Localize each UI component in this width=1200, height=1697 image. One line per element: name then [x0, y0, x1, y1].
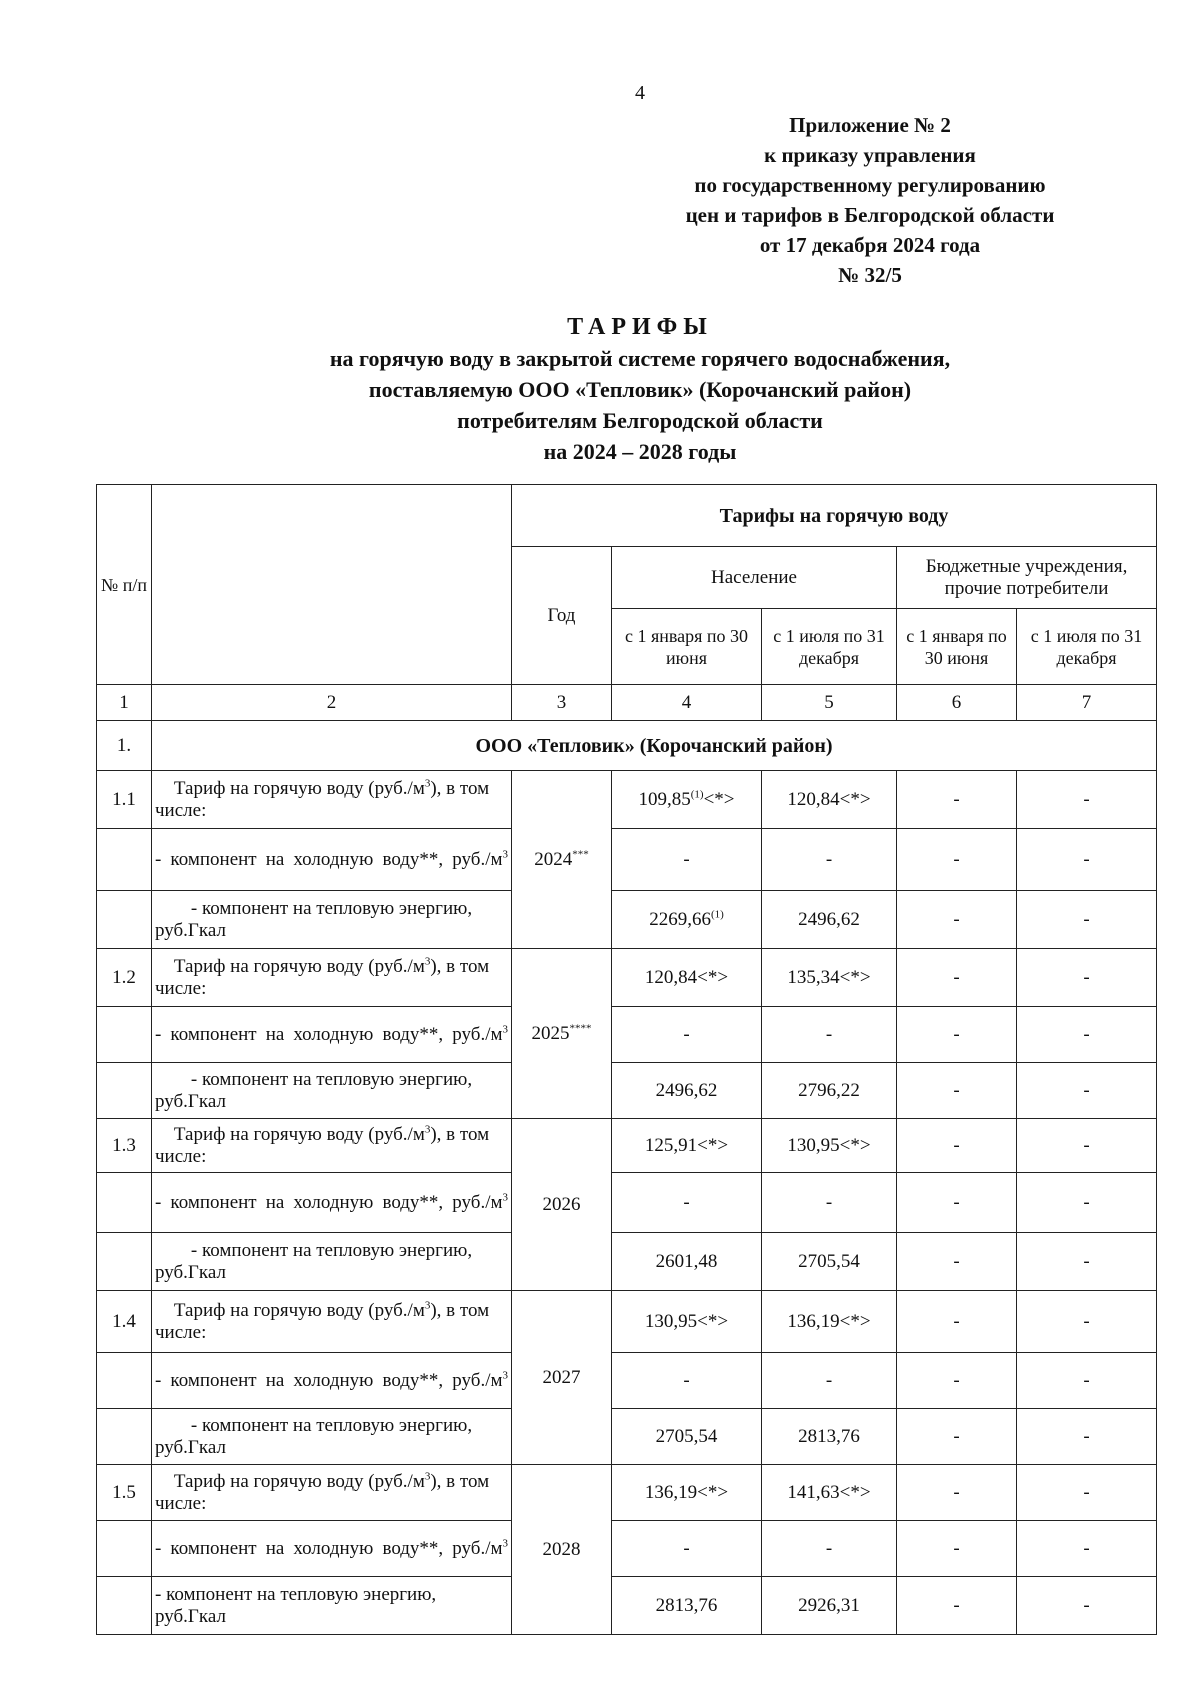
value: 125,91<*> [644, 1134, 729, 1156]
row-label-cold [152, 1521, 512, 1577]
year-footnote: *** [572, 848, 589, 861]
title-line: потребителям Белгородской области [457, 408, 823, 433]
row-num-empty [97, 1353, 152, 1409]
tariff-budget-h2: - [1017, 1465, 1157, 1521]
row-label-tariff [152, 771, 512, 829]
appendix-line: к приказу управления [764, 143, 976, 167]
cold-budget-h1: - [897, 1521, 1017, 1577]
year-value: 2026 [542, 1193, 581, 1215]
appendix-line: от 17 декабря 2024 года [759, 233, 981, 257]
row-num: 1.4 [97, 1291, 152, 1353]
header-population-jan-jun: с 1 января по 30 июня [612, 609, 762, 685]
tariff-row [97, 949, 1157, 1007]
tariff-population-h1 [612, 1291, 762, 1353]
cold-budget-h2: - [1017, 1521, 1157, 1577]
tariff-budget-h1: - [897, 1291, 1017, 1353]
row-num: 1.5 [97, 1465, 152, 1521]
row-num-empty [97, 829, 152, 891]
label-text: Тариф на горячую воду (руб./м [173, 1470, 425, 1492]
label-text: ), в том числе: [155, 777, 490, 821]
value: 109,85 [638, 788, 691, 810]
tariff-population-h1 [612, 1119, 762, 1173]
document-title [90, 312, 1190, 467]
heat-population-h1 [612, 891, 762, 949]
page-number: 4 [635, 82, 645, 104]
cold-population-h2: - [762, 1521, 897, 1577]
cold-component-row [97, 829, 1157, 891]
cold-component-row [97, 1007, 1157, 1063]
cold-budget-h1: - [897, 1007, 1017, 1063]
label-sup: 3 [502, 1191, 508, 1204]
label-sup: 3 [502, 1023, 508, 1036]
label-text: ), в том числе: [155, 955, 490, 999]
row-label-heat: - компонент на тепловую энергию, руб.Гкал [152, 1577, 512, 1635]
cold-population-h2: - [762, 1007, 897, 1063]
heat-budget-h2: - [1017, 1063, 1157, 1119]
column-number: 4 [612, 685, 762, 721]
year-value: 2028 [542, 1538, 581, 1560]
value: 2705,54 [655, 1425, 718, 1447]
tariff-row [97, 1465, 1157, 1521]
value: 130,95<*> [644, 1310, 729, 1332]
row-label-cold [152, 1173, 512, 1233]
heat-population-h1 [612, 1233, 762, 1291]
header-budget-jul-dec: с 1 июля по 31 декабря [1017, 609, 1157, 685]
org-num: 1. [97, 721, 152, 771]
appendix-line: по государственному регулированию [694, 173, 1046, 197]
heat-budget-h2: - [1017, 891, 1157, 949]
row-num-empty [97, 1007, 152, 1063]
title-line: поставляемую ООО «Тепловик» (Корочанский район) [368, 377, 912, 402]
row-label-tariff [152, 1291, 512, 1353]
value: 120,84<*> [644, 966, 729, 988]
tariff-population-h2: 136,19<*> [762, 1291, 897, 1353]
year-cell [512, 949, 612, 1119]
cold-component-row [97, 1173, 1157, 1233]
heat-population-h1 [612, 1577, 762, 1635]
label-text: Тариф на горячую воду (руб./м [173, 777, 425, 799]
heat-population-h2: 2496,62 [762, 891, 897, 949]
label-text: - компонент на холодную воду**, руб./м [155, 1023, 503, 1045]
header-num: № п/п [97, 485, 152, 685]
row-num-empty [97, 891, 152, 949]
row-num-empty [97, 1409, 152, 1465]
year-cell [512, 1291, 612, 1465]
value: 2496,62 [655, 1079, 718, 1101]
label-sup: 3 [424, 1299, 431, 1312]
column-number: 1 [97, 685, 152, 721]
year-cell [512, 771, 612, 949]
column-number: 6 [897, 685, 1017, 721]
tariff-population-h1 [612, 1465, 762, 1521]
label-sup: 3 [424, 1123, 431, 1136]
row-label-heat: - компонент на тепловую энергию, руб.Гкал [152, 891, 512, 949]
heat-population-h1 [612, 1063, 762, 1119]
label-text: ), в том числе: [155, 1470, 490, 1514]
heat-component-row [97, 1233, 1157, 1291]
column-number: 5 [762, 685, 897, 721]
row-label-tariff [152, 1119, 512, 1173]
row-num: 1.2 [97, 949, 152, 1007]
row-num-empty [97, 1063, 152, 1119]
title-line: на горячую воду в закрытой системе горячего водоснабжения, [329, 346, 951, 371]
org-name: ООО «Тепловик» (Корочанский район) [152, 721, 1157, 771]
tariff-budget-h1: - [897, 949, 1017, 1007]
cold-component-row [97, 1521, 1157, 1577]
tariff-population-h2: 141,63<*> [762, 1465, 897, 1521]
cold-budget-h2: - [1017, 829, 1157, 891]
heat-budget-h1: - [897, 1577, 1017, 1635]
value-suffix: <*> [703, 788, 735, 810]
row-num-empty [97, 1577, 152, 1635]
row-num: 1.3 [97, 1119, 152, 1173]
tariff-budget-h2: - [1017, 1291, 1157, 1353]
appendix-line: Приложение № 2 [789, 113, 951, 137]
cold-budget-h1: - [897, 1353, 1017, 1409]
tariff-row [97, 1119, 1157, 1173]
heat-population-h2: 2796,22 [762, 1063, 897, 1119]
tariffs-table [96, 484, 1157, 1635]
cold-population-h2: - [762, 1173, 897, 1233]
heat-budget-h1: - [897, 891, 1017, 949]
appendix-header [620, 110, 1120, 290]
year-cell [512, 1465, 612, 1635]
row-num: 1.1 [97, 771, 152, 829]
header-population-jul-dec: с 1 июля по 31 декабря [762, 609, 897, 685]
heat-component-row [97, 1063, 1157, 1119]
header-year: Год [512, 547, 612, 685]
header-budget-jan-jun: с 1 января по 30 июня [897, 609, 1017, 685]
year-value: 2025 [531, 1022, 570, 1044]
column-number: 2 [152, 685, 512, 721]
tariff-row [97, 1291, 1157, 1353]
value: 2813,76 [655, 1594, 718, 1616]
year-value: 2024 [534, 848, 573, 870]
tariff-population-h1 [612, 771, 762, 829]
heat-population-h2: 2705,54 [762, 1233, 897, 1291]
label-sup: 3 [502, 1537, 508, 1550]
label-text: ), в том числе: [155, 1299, 490, 1343]
label-sup: 3 [502, 848, 508, 861]
heat-component-row [97, 891, 1157, 949]
year-value: 2027 [542, 1366, 581, 1388]
appendix-line: № 32/5 [838, 263, 902, 287]
label-text: - компонент на холодную воду**, руб./м [155, 848, 503, 870]
row-label-heat: - компонент на тепловую энергию, руб.Гкал [152, 1063, 512, 1119]
header-tariffs: Тарифы на горячую воду [512, 485, 1157, 547]
label-text: Тариф на горячую воду (руб./м [173, 1123, 425, 1145]
year-cell [512, 1119, 612, 1291]
column-number: 7 [1017, 685, 1157, 721]
cold-population-h1: - [612, 1007, 762, 1063]
heat-component-row [97, 1577, 1157, 1635]
row-label-heat: - компонент на тепловую энергию, руб.Гкал [152, 1409, 512, 1465]
row-num-empty [97, 1233, 152, 1291]
tariff-population-h2: 135,34<*> [762, 949, 897, 1007]
header-description [152, 485, 512, 685]
tariff-budget-h1: - [897, 1119, 1017, 1173]
heat-component-row [97, 1409, 1157, 1465]
label-sup: 3 [502, 1369, 508, 1382]
tariff-population-h1 [612, 949, 762, 1007]
value: 136,19<*> [644, 1481, 729, 1503]
cold-population-h1: - [612, 1173, 762, 1233]
title-line: на 2024 – 2028 годы [543, 439, 737, 464]
label-sup: 3 [424, 955, 431, 968]
tariffs-table-body [97, 485, 1157, 1635]
cold-budget-h2: - [1017, 1173, 1157, 1233]
value: 2601,48 [655, 1250, 718, 1272]
label-text: - компонент на холодную воду**, руб./м [155, 1191, 503, 1213]
tariff-budget-h2: - [1017, 1119, 1157, 1173]
value-footnote: (1) [710, 908, 724, 921]
tariff-budget-h1: - [897, 1465, 1017, 1521]
heat-budget-h1: - [897, 1063, 1017, 1119]
cold-population-h1: - [612, 1521, 762, 1577]
title-main: ТАРИФЫ [567, 314, 713, 340]
label-sup: 3 [424, 777, 431, 790]
label-text: - компонент на холодную воду**, руб./м [155, 1537, 503, 1559]
cold-population-h1: - [612, 829, 762, 891]
tariff-population-h2: 120,84<*> [762, 771, 897, 829]
heat-budget-h1: - [897, 1233, 1017, 1291]
value: 2269,66 [649, 908, 711, 930]
label-text: - компонент на холодную воду**, руб./м [155, 1369, 503, 1391]
row-label-cold [152, 829, 512, 891]
column-number: 3 [512, 685, 612, 721]
row-num-empty [97, 1173, 152, 1233]
appendix-line: цен и тарифов в Белгородской области [685, 203, 1055, 227]
header-population: Население [612, 547, 897, 609]
tariff-budget-h2: - [1017, 771, 1157, 829]
label-sup: 3 [424, 1470, 431, 1483]
label-text: Тариф на горячую воду (руб./м [173, 1299, 425, 1321]
row-label-tariff [152, 949, 512, 1007]
label-text: Тариф на горячую воду (руб./м [173, 955, 425, 977]
row-num-empty [97, 1521, 152, 1577]
heat-budget-h2: - [1017, 1233, 1157, 1291]
header-budget: Бюджетные учреждения, прочие потребители [897, 547, 1157, 609]
tariff-budget-h2: - [1017, 949, 1157, 1007]
tariff-population-h2: 130,95<*> [762, 1119, 897, 1173]
heat-budget-h2: - [1017, 1409, 1157, 1465]
year-footnote: **** [569, 1022, 592, 1035]
row-label-heat: - компонент на тепловую энергию, руб.Гкал [152, 1233, 512, 1291]
cold-population-h2: - [762, 829, 897, 891]
heat-budget-h1: - [897, 1409, 1017, 1465]
row-label-tariff [152, 1465, 512, 1521]
cold-budget-h2: - [1017, 1007, 1157, 1063]
cold-component-row [97, 1353, 1157, 1409]
tariff-budget-h1: - [897, 771, 1017, 829]
cold-budget-h2: - [1017, 1353, 1157, 1409]
heat-budget-h2: - [1017, 1577, 1157, 1635]
row-label-cold [152, 1007, 512, 1063]
heat-population-h2: 2926,31 [762, 1577, 897, 1635]
value-footnote: (1) [690, 788, 704, 801]
cold-budget-h1: - [897, 829, 1017, 891]
cold-population-h1: - [612, 1353, 762, 1409]
heat-population-h2: 2813,76 [762, 1409, 897, 1465]
heat-population-h1 [612, 1409, 762, 1465]
tariff-row [97, 771, 1157, 829]
label-text: ), в том числе: [155, 1123, 490, 1167]
row-label-cold [152, 1353, 512, 1409]
cold-population-h2: - [762, 1353, 897, 1409]
cold-budget-h1: - [897, 1173, 1017, 1233]
